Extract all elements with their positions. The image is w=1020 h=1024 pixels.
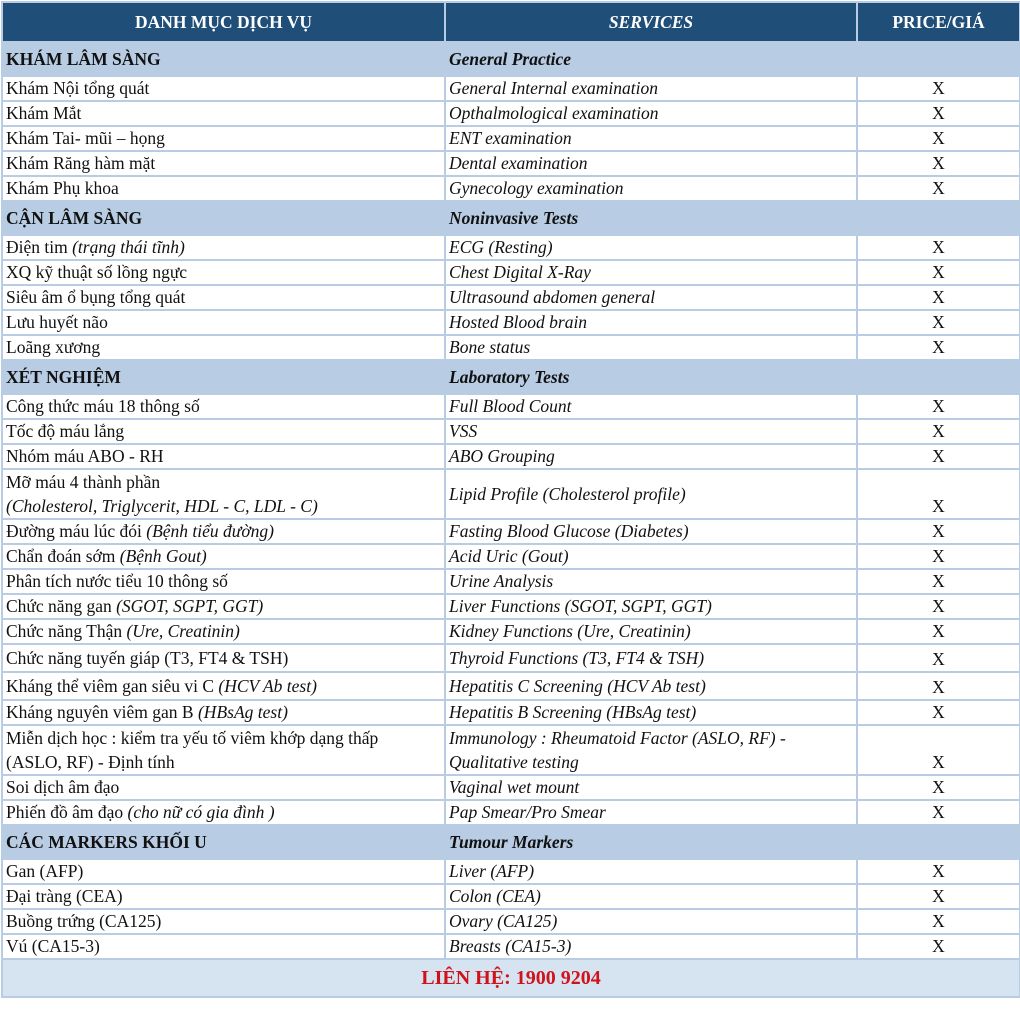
service-name-vi xyxy=(2,519,445,544)
service-name-en xyxy=(445,800,857,825)
table-row xyxy=(2,76,1020,101)
service-name-en xyxy=(445,700,857,725)
table-row xyxy=(2,310,1020,335)
section-title-vi: CẬN LÂM SÀNG xyxy=(2,201,445,235)
service-name-en-text: Urine Analysis xyxy=(449,571,554,591)
table-row xyxy=(2,569,1020,594)
service-name-vi xyxy=(2,151,445,176)
service-name-vi xyxy=(2,76,445,101)
price-mark: X xyxy=(857,700,1020,725)
service-name-vi-text: Điện tim xyxy=(6,237,73,257)
service-name-en xyxy=(445,544,857,569)
price-mark: X xyxy=(857,285,1020,310)
price-mark: X xyxy=(857,176,1020,201)
service-name-vi xyxy=(2,775,445,800)
service-name-en xyxy=(445,260,857,285)
service-name-en-text: Liver (AFP) xyxy=(449,861,535,881)
service-name-vi-text: Vú (CA15-3) xyxy=(6,936,100,956)
service-name-vi xyxy=(2,444,445,469)
header-services-en: SERVICES xyxy=(445,2,857,42)
service-name-en-text: Hepatitis C Screening (HCV Ab test) xyxy=(449,675,706,696)
service-detail-en: Qualitative testing xyxy=(449,752,579,772)
table-row xyxy=(2,594,1020,619)
service-name-vi xyxy=(2,126,445,151)
table-row xyxy=(2,725,1020,775)
service-name-vi-text: Khám Răng hàm mặt xyxy=(6,153,156,173)
service-name-en-text: Opthalmological examination xyxy=(449,103,659,123)
table-row xyxy=(2,519,1020,544)
service-name-en-text: Bone status xyxy=(449,337,531,357)
service-name-vi-text: Đường máu lúc đói xyxy=(6,521,147,541)
service-note-vi: (HCV Ab test) xyxy=(218,675,317,696)
service-name-en xyxy=(445,419,857,444)
table-row xyxy=(2,775,1020,800)
service-name-en xyxy=(445,101,857,126)
service-name-vi xyxy=(2,884,445,909)
service-name-vi-text: XQ kỹ thuật số lồng ngực xyxy=(6,262,188,282)
service-name-en-text: Vaginal wet mount xyxy=(449,777,580,797)
service-name-en-text: Lipid Profile (Cholesterol profile) xyxy=(449,484,686,504)
contact-hotline: LIÊN HỆ: 1900 9204 xyxy=(2,959,1020,997)
table-row xyxy=(2,394,1020,419)
price-mark: X xyxy=(857,394,1020,419)
table-row xyxy=(2,700,1020,725)
price-mark: X xyxy=(857,260,1020,285)
price-mark: X xyxy=(857,594,1020,619)
service-name-vi-text: Chức năng gan xyxy=(6,596,117,616)
service-name-vi-text: Miễn dịch học : kiểm tra yếu tố viêm khớp dạng thấp xyxy=(6,728,379,748)
service-name-vi-text: Loãng xương xyxy=(6,337,101,357)
service-name-vi-text: Nhóm máu ABO - RH xyxy=(6,446,164,466)
section-title-en: Noninvasive Tests xyxy=(445,201,857,235)
service-name-en xyxy=(445,859,857,884)
service-name-vi xyxy=(2,235,445,260)
services-price-table xyxy=(1,1,1020,998)
table-row xyxy=(2,800,1020,825)
table-row xyxy=(2,859,1020,884)
table-row xyxy=(2,151,1020,176)
header-services-vi: DANH MỤC DỊCH VỤ xyxy=(2,2,445,42)
service-name-en-text: Gynecology examination xyxy=(449,178,624,198)
service-name-en-text: Ovary (CA125) xyxy=(449,911,558,931)
service-name-vi xyxy=(2,672,445,700)
service-name-vi-text: Đại tràng (CEA) xyxy=(6,886,123,906)
price-mark: X xyxy=(857,76,1020,101)
service-name-en xyxy=(445,76,857,101)
service-name-en xyxy=(445,619,857,644)
service-name-en-text: Ultrasound abdomen general xyxy=(449,287,656,307)
service-note-vi: (trạng thái tĩnh) xyxy=(72,237,185,257)
section-header-row xyxy=(2,825,1020,859)
service-name-en xyxy=(445,644,857,672)
table-row xyxy=(2,335,1020,360)
price-mark: X xyxy=(857,469,1020,519)
service-name-vi xyxy=(2,569,445,594)
price-mark: X xyxy=(857,310,1020,335)
section-header-row xyxy=(2,42,1020,76)
price-mark: X xyxy=(857,151,1020,176)
section-price-cell xyxy=(857,360,1020,394)
price-mark: X xyxy=(857,909,1020,934)
service-name-en-text: Chest Digital X-Ray xyxy=(449,262,591,282)
service-name-vi xyxy=(2,934,445,959)
service-name-vi-text: Kháng nguyên viêm gan B xyxy=(6,702,198,722)
price-mark: X xyxy=(857,619,1020,644)
service-name-en-text: Hosted Blood brain xyxy=(449,312,588,332)
price-mark: X xyxy=(857,126,1020,151)
service-name-vi-text: Soi dịch âm đạo xyxy=(6,777,120,797)
header-price: PRICE/GIÁ xyxy=(857,2,1020,42)
service-name-vi xyxy=(2,619,445,644)
service-name-en xyxy=(445,469,857,519)
service-name-en xyxy=(445,519,857,544)
section-price-cell xyxy=(857,42,1020,76)
service-note-vi: (HBsAg test) xyxy=(197,702,288,722)
service-name-en-text: Full Blood Count xyxy=(449,396,572,416)
service-name-en-text: Breasts (CA15-3) xyxy=(449,936,572,956)
service-note-vi: (SGOT, SGPT, GGT) xyxy=(116,596,264,616)
section-title-vi: CÁC MARKERS KHỐI U xyxy=(2,825,445,859)
service-name-vi-text: Chức năng tuyến giáp (T3, FT4 & TSH) xyxy=(6,647,289,668)
price-mark: X xyxy=(857,444,1020,469)
service-name-vi xyxy=(2,800,445,825)
table-row xyxy=(2,909,1020,934)
section-title-en: Laboratory Tests xyxy=(445,360,857,394)
service-name-en xyxy=(445,394,857,419)
section-title-vi: XÉT NGHIỆM xyxy=(2,360,445,394)
service-detail-vi: (Cholesterol, Triglycerit, HDL - C, LDL - C) xyxy=(6,496,318,516)
service-name-en xyxy=(445,672,857,700)
service-name-vi xyxy=(2,544,445,569)
service-name-vi-text: Khám Phụ khoa xyxy=(6,178,119,198)
service-name-vi-text: Phân tích nước tiểu 10 thông số xyxy=(6,571,228,591)
service-name-vi-text: Chẩn đoán sớm xyxy=(6,546,120,566)
service-name-en xyxy=(445,934,857,959)
service-name-en xyxy=(445,285,857,310)
service-name-vi xyxy=(2,101,445,126)
table-row xyxy=(2,934,1020,959)
table-row xyxy=(2,444,1020,469)
service-name-vi-text: Kháng thể viêm gan siêu vi C xyxy=(6,675,219,696)
service-name-vi xyxy=(2,176,445,201)
service-name-en xyxy=(445,594,857,619)
service-name-vi-text: Buồng trứng (CA125) xyxy=(6,911,162,931)
service-name-en-text: Acid Uric (Gout) xyxy=(449,546,569,566)
service-name-en-text: Kidney Functions (Ure, Creatinin) xyxy=(449,621,691,641)
service-name-en xyxy=(445,310,857,335)
service-name-vi xyxy=(2,700,445,725)
service-name-en-text: Hepatitis B Screening (HBsAg test) xyxy=(449,702,697,722)
service-name-en-text: Thyroid Functions (T3, FT4 & TSH) xyxy=(449,647,705,668)
service-name-en xyxy=(445,569,857,594)
service-name-en xyxy=(445,909,857,934)
service-detail-vi: (ASLO, RF) - Định tính xyxy=(6,752,175,772)
service-name-vi xyxy=(2,725,445,775)
footer-row xyxy=(2,959,1020,997)
service-name-vi xyxy=(2,310,445,335)
service-name-vi-text: Khám Mắt xyxy=(6,103,82,123)
service-name-en-text: ENT examination xyxy=(449,128,572,148)
price-mark: X xyxy=(857,101,1020,126)
price-mark: X xyxy=(857,569,1020,594)
service-name-vi xyxy=(2,644,445,672)
service-name-vi xyxy=(2,260,445,285)
service-name-vi xyxy=(2,909,445,934)
table-row xyxy=(2,285,1020,310)
price-mark: X xyxy=(857,800,1020,825)
table-row xyxy=(2,619,1020,644)
service-note-vi: (Bệnh tiểu đường) xyxy=(146,521,274,541)
price-mark: X xyxy=(857,672,1020,700)
table-body xyxy=(2,42,1020,959)
service-name-en xyxy=(445,775,857,800)
section-price-cell xyxy=(857,201,1020,235)
service-name-vi-text: Chức năng Thận xyxy=(6,621,127,641)
service-name-en-text: ECG (Resting) xyxy=(449,237,553,257)
service-name-en xyxy=(445,884,857,909)
service-name-en xyxy=(445,235,857,260)
service-name-vi-text: Phiến đồ âm đạo xyxy=(6,802,128,822)
service-name-en xyxy=(445,176,857,201)
service-name-en xyxy=(445,444,857,469)
price-mark: X xyxy=(857,419,1020,444)
service-name-en-text: Fasting Blood Glucose (Diabetes) xyxy=(449,521,689,541)
service-name-vi xyxy=(2,594,445,619)
price-mark: X xyxy=(857,884,1020,909)
table-row xyxy=(2,469,1020,519)
price-mark: X xyxy=(857,519,1020,544)
table-row xyxy=(2,672,1020,700)
service-name-vi xyxy=(2,419,445,444)
service-name-vi xyxy=(2,285,445,310)
service-name-vi-text: Công thức máu 18 thông số xyxy=(6,396,200,416)
service-name-en-text: Colon (CEA) xyxy=(449,886,541,906)
service-name-en-text: VSS xyxy=(449,421,478,441)
table-row xyxy=(2,101,1020,126)
service-note-vi: (Bệnh Gout) xyxy=(119,546,207,566)
service-name-en-text: Pap Smear/Pro Smear xyxy=(449,802,606,822)
table-row xyxy=(2,235,1020,260)
price-mark: X xyxy=(857,335,1020,360)
service-name-en-text: Dental examination xyxy=(449,153,588,173)
service-name-en-text: General Internal examination xyxy=(449,78,658,98)
table-row xyxy=(2,176,1020,201)
service-name-en-text: Liver Functions (SGOT, SGPT, GGT) xyxy=(449,596,712,616)
price-mark: X xyxy=(857,934,1020,959)
service-name-en-text: Immunology : Rheumatoid Factor (ASLO, RF) - xyxy=(449,728,786,748)
table-row xyxy=(2,884,1020,909)
section-price-cell xyxy=(857,825,1020,859)
service-name-vi xyxy=(2,335,445,360)
price-mark: X xyxy=(857,544,1020,569)
table-row xyxy=(2,419,1020,444)
service-name-vi-text: Tốc độ máu lắng xyxy=(6,421,125,441)
service-name-vi-text: Khám Tai- mũi – họng xyxy=(6,128,165,148)
service-name-vi-text: Mỡ máu 4 thành phần xyxy=(6,472,161,492)
price-mark: X xyxy=(857,775,1020,800)
service-name-en xyxy=(445,335,857,360)
service-note-vi: (Ure, Creatinin) xyxy=(126,621,240,641)
price-mark: X xyxy=(857,644,1020,672)
price-mark: X xyxy=(857,725,1020,775)
table-row xyxy=(2,126,1020,151)
section-header-row xyxy=(2,360,1020,394)
price-mark: X xyxy=(857,235,1020,260)
service-name-vi-text: Khám Nội tổng quát xyxy=(6,78,150,98)
section-title-en: General Practice xyxy=(445,42,857,76)
service-name-en xyxy=(445,725,857,775)
service-name-vi-text: Lưu huyết não xyxy=(6,312,108,332)
section-header-row xyxy=(2,201,1020,235)
service-name-vi-text: Gan (AFP) xyxy=(6,861,84,881)
table-header-row xyxy=(2,2,1020,42)
service-name-vi xyxy=(2,469,445,519)
table-row xyxy=(2,260,1020,285)
service-note-vi: (cho nữ có gia đình ) xyxy=(127,802,275,822)
table-row xyxy=(2,544,1020,569)
section-title-vi: KHÁM LÂM SÀNG xyxy=(2,42,445,76)
service-name-en xyxy=(445,126,857,151)
service-name-vi xyxy=(2,859,445,884)
service-name-vi-text: Siêu âm ổ bụng tổng quát xyxy=(6,287,186,307)
price-mark: X xyxy=(857,859,1020,884)
table-row xyxy=(2,644,1020,672)
service-name-en-text: ABO Grouping xyxy=(449,446,555,466)
service-name-vi xyxy=(2,394,445,419)
section-title-en: Tumour Markers xyxy=(445,825,857,859)
service-name-en xyxy=(445,151,857,176)
